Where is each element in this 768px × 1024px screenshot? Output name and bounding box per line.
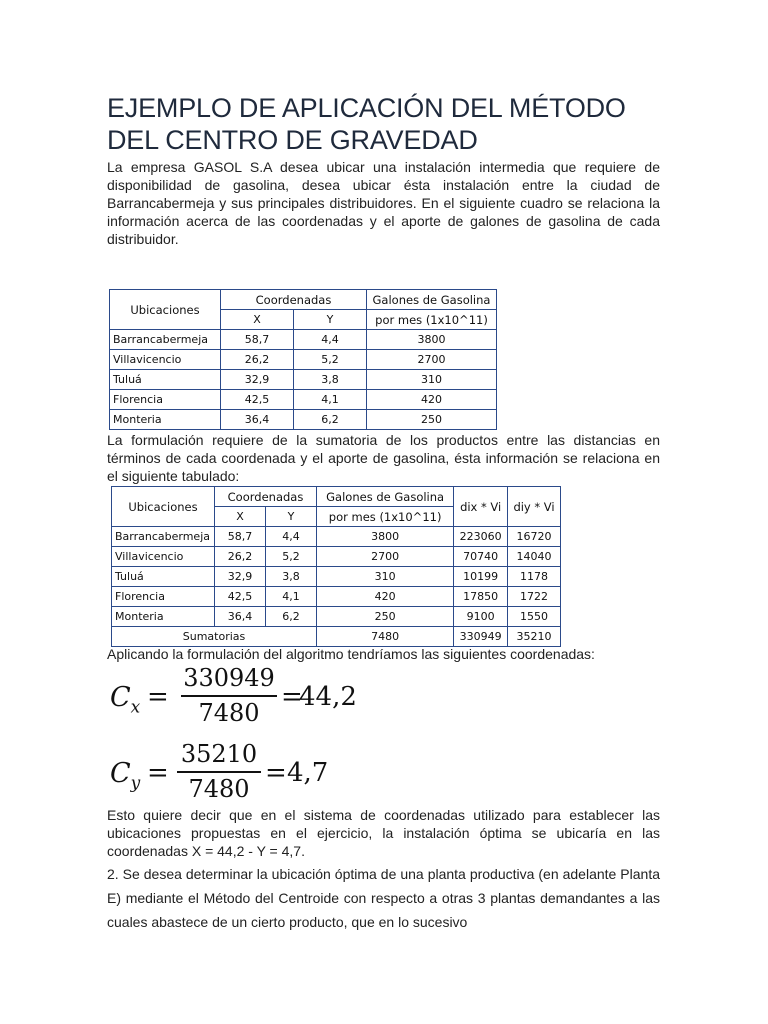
cell-galones: 250 [367, 410, 497, 430]
formula-cx-fraction [181, 664, 277, 727]
cell-x: 58,7 [221, 330, 294, 350]
header-dix-vi: dix * Vi [454, 487, 508, 527]
conclusion-paragraph: Esto quiere decir que en el sistema de coordenadas utilizado para establecer las ubicaciones propuestas en el ejercicio, la instalación óptima se ubicaría en las coordenadas X = 44,2 - Y = 4,7. [107, 807, 660, 859]
header-ubicaciones: Ubicaciones [112, 487, 215, 527]
cell-y: 4,4 [266, 527, 317, 547]
table-header-row [110, 290, 497, 310]
cell-location: Barrancabermeja [110, 330, 221, 350]
header-ubicaciones: Ubicaciones [110, 290, 221, 330]
cell-galones: 310 [367, 370, 497, 390]
cell-location: Monteria [110, 410, 221, 430]
table-row [110, 370, 497, 390]
title-line-2: DEL CENTRO DE GRAVEDAD [107, 125, 478, 155]
cell-y: 4,1 [266, 587, 317, 607]
table-row [110, 350, 497, 370]
cell-x: 42,5 [221, 390, 294, 410]
cell-galones: 420 [367, 390, 497, 410]
cell-galones: 2700 [317, 547, 454, 567]
formula-cx-denominator: 7480 [198, 699, 260, 727]
table-row [112, 547, 561, 567]
cell-location: Tuluá [112, 567, 215, 587]
cell-y: 6,2 [266, 607, 317, 627]
cell-dix-vi: 17850 [454, 587, 508, 607]
equals-sign: = [147, 758, 169, 788]
cell-dix-vi: 10199 [454, 567, 508, 587]
cell-location: Tuluá [110, 370, 221, 390]
header-coordenadas: Coordenadas [215, 487, 317, 507]
cell-location: Florencia [110, 390, 221, 410]
cell-x: 26,2 [221, 350, 294, 370]
header-coordenadas: Coordenadas [221, 290, 367, 310]
formula-cy-result: 4,7 [287, 758, 329, 788]
cell-galones: 3800 [367, 330, 497, 350]
formula-cy [107, 740, 367, 810]
cell-y: 5,2 [266, 547, 317, 567]
cell-dix-vi: 9100 [454, 607, 508, 627]
cell-galones: 3800 [317, 527, 454, 547]
cell-location: Villavicencio [110, 350, 221, 370]
cell-x: 32,9 [221, 370, 294, 390]
title-line-1: EJEMPLO DE APLICACIÓN DEL MÉTODO [107, 93, 626, 123]
fraction-bar [177, 771, 261, 773]
cell-x: 36,4 [215, 607, 266, 627]
cell-y: 3,8 [294, 370, 367, 390]
equals-sign: = [147, 682, 169, 712]
cell-x: 36,4 [221, 410, 294, 430]
table-row [112, 587, 561, 607]
products-table [111, 486, 561, 647]
table-row [110, 390, 497, 410]
table-row [110, 410, 497, 430]
cell-sum-galones: 7480 [317, 627, 454, 647]
formula-cy-variable: $C_y$ [110, 758, 141, 794]
distributors-table [109, 289, 497, 430]
header-x: X [215, 507, 266, 527]
cell-location: Florencia [112, 587, 215, 607]
formula-cx [107, 664, 367, 734]
formula-cy-denominator: 7480 [188, 775, 250, 803]
cell-sum-label: Sumatorias [112, 627, 317, 647]
page-title [107, 92, 687, 156]
intro-paragraph: La empresa GASOL S.A desea ubicar una instalación intermedia que requiere de disponibilidad de gasolina, desea ubicar ésta instalación entre la ciudad de Barrancabermeja y sus principales distribuidores. En el siguiente cuadro se relaciona la información acerca de las coordenadas y el aporte de galones de gasolina de cada distribuidor. [107, 159, 660, 247]
algorithm-paragraph: Aplicando la formulación del algoritmo tendríamos las siguientes coordenadas: [107, 646, 595, 662]
cell-galones: 310 [317, 567, 454, 587]
table-row [112, 607, 561, 627]
header-galones: Galones de Gasolina [367, 290, 497, 310]
formula-cy-numerator: 35210 [180, 740, 258, 768]
table-row [112, 527, 561, 547]
formula-cx-numerator: 330949 [183, 664, 275, 692]
cell-location: Barrancabermeja [112, 527, 215, 547]
cell-galones: 250 [317, 607, 454, 627]
cell-y: 6,2 [294, 410, 367, 430]
formula-cx-variable: $C_x$ [110, 682, 141, 718]
cell-galones: 2700 [367, 350, 497, 370]
formula-cy-fraction [177, 740, 261, 803]
cell-x: 26,2 [215, 547, 266, 567]
cell-x: 32,9 [215, 567, 266, 587]
equals-sign: = [265, 758, 287, 788]
cell-diy-vi: 1178 [508, 567, 561, 587]
cell-y: 4,4 [294, 330, 367, 350]
header-galones-unit: por mes (1x10^11) [317, 507, 454, 527]
formula-cx-result: 44,2 [299, 682, 357, 712]
table-header-row [112, 487, 561, 507]
equals-sign: = [281, 682, 303, 712]
header-y: Y [266, 507, 317, 527]
cell-x: 42,5 [215, 587, 266, 607]
header-galones-unit: por mes (1x10^11) [367, 310, 497, 330]
cell-y: 5,2 [294, 350, 367, 370]
cell-x: 58,7 [215, 527, 266, 547]
exercise-2-paragraph: 2. Se desea determinar la ubicación óptima de una planta productiva (en adelante Planta E) mediante el Método del Centroide con respecto a otras 3 plantas demandantes a las cuales abastece de un cierto producto, que en lo sucesivo [107, 866, 660, 930]
cell-diy-vi: 1550 [508, 607, 561, 627]
cell-y: 3,8 [266, 567, 317, 587]
cell-y: 4,1 [294, 390, 367, 410]
cell-diy-vi: 14040 [508, 547, 561, 567]
table-row [110, 330, 497, 350]
cell-diy-vi: 1722 [508, 587, 561, 607]
fraction-bar [181, 695, 277, 697]
table-sum-row [112, 627, 561, 647]
cell-galones: 420 [317, 587, 454, 607]
cell-dix-vi: 70740 [454, 547, 508, 567]
cell-sum-diy-vi: 35210 [508, 627, 561, 647]
cell-diy-vi: 16720 [508, 527, 561, 547]
cell-location: Monteria [112, 607, 215, 627]
cell-dix-vi: 223060 [454, 527, 508, 547]
header-y: Y [294, 310, 367, 330]
table-row [112, 567, 561, 587]
header-galones: Galones de Gasolina [317, 487, 454, 507]
header-x: X [221, 310, 294, 330]
cell-sum-dix-vi: 330949 [454, 627, 508, 647]
header-diy-vi: diy * Vi [508, 487, 561, 527]
cell-location: Villavicencio [112, 547, 215, 567]
formulation-paragraph: La formulación requiere de la sumatoria de los productos entre las distancias en términos de cada coordenada y el aporte de gasolina, ésta información se relaciona en el siguiente tabulado: [107, 432, 660, 484]
